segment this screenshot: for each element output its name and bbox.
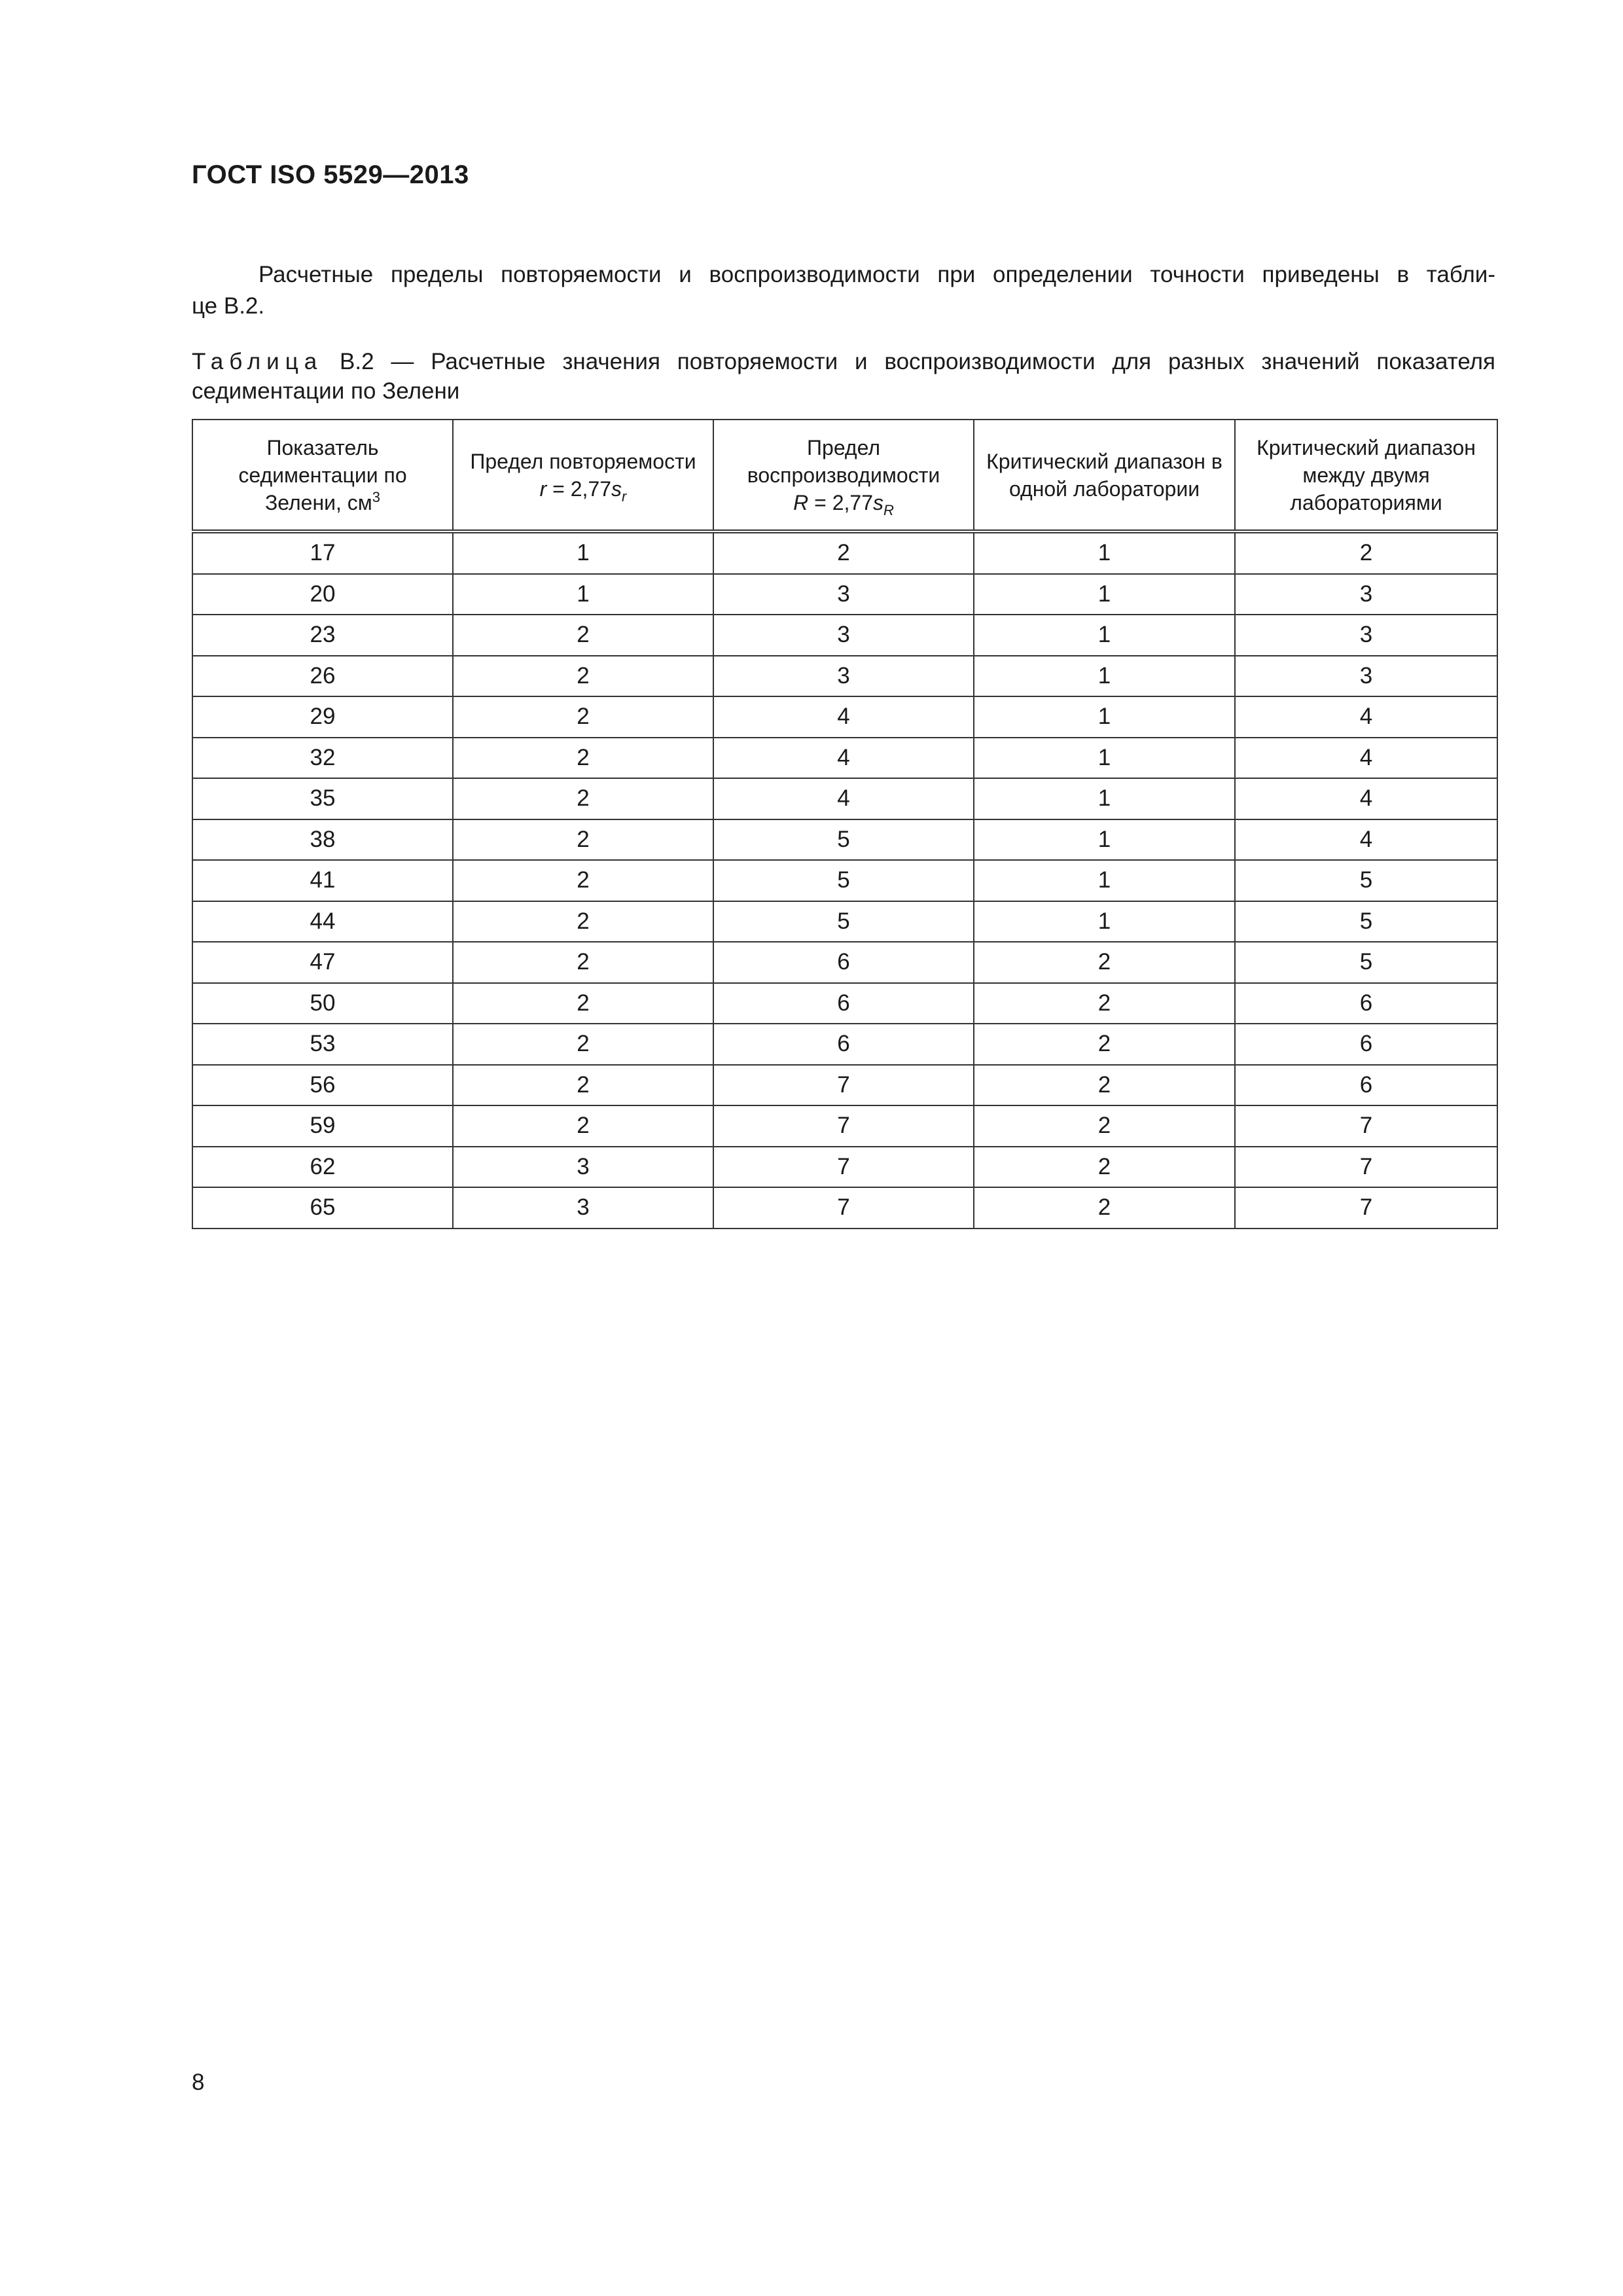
caption-line-1: [192, 347, 1495, 376]
table-row: [192, 696, 1497, 738]
page-header: ГОСТ ISO 5529—2013: [192, 160, 469, 189]
table-cell: 3: [713, 615, 974, 656]
table-cell: 6: [1235, 1065, 1497, 1106]
page-number: 8: [192, 2070, 205, 2095]
table-cell: 6: [1235, 1024, 1497, 1065]
table-cell: 2: [974, 1147, 1235, 1188]
table-cell: 5: [1235, 942, 1497, 983]
table-row: [192, 901, 1497, 942]
header-text: лабораториями: [1290, 490, 1442, 514]
table-cell: 3: [453, 1147, 713, 1188]
table-cell: 62: [192, 1147, 453, 1188]
table-cell: 2: [453, 819, 713, 861]
table-cell: 7: [713, 1105, 974, 1147]
table-cell: 6: [713, 983, 974, 1024]
table-cell: 4: [713, 738, 974, 779]
table-cell: 1: [974, 574, 1235, 615]
table-row: [192, 983, 1497, 1024]
table-cell: 1: [453, 531, 713, 574]
table-cell: 2: [453, 983, 713, 1024]
table-row: [192, 1065, 1497, 1106]
table-cell: 50: [192, 983, 453, 1024]
header-text: Зелени, см: [264, 490, 372, 514]
header-text: Предел повторяемости: [470, 449, 696, 473]
table-row: [192, 942, 1497, 983]
table-row: [192, 615, 1497, 656]
table-cell: 5: [1235, 860, 1497, 901]
table-cell: 7: [1235, 1187, 1497, 1229]
table-cell: 65: [192, 1187, 453, 1229]
table-cell: 4: [1235, 696, 1497, 738]
table-cell: 3: [1235, 656, 1497, 697]
table-row: [192, 819, 1497, 861]
header-text: Показатель: [266, 435, 379, 459]
table-cell: 26: [192, 656, 453, 697]
table-header: [192, 420, 1497, 531]
table-cell: 7: [1235, 1147, 1497, 1188]
intro-paragraph: [192, 259, 1495, 322]
intro-line-2: це В.2.: [192, 293, 265, 319]
table-cell: 6: [713, 942, 974, 983]
formula-variable: r: [539, 476, 547, 501]
table-cell: 2: [1235, 531, 1497, 574]
table-cell: 2: [974, 1065, 1235, 1106]
table-cell: 6: [1235, 983, 1497, 1024]
table-cell: 2: [453, 1024, 713, 1065]
table-cell: 3: [713, 574, 974, 615]
table-cell: 17: [192, 531, 453, 574]
table-cell: 56: [192, 1065, 453, 1106]
header-text: седиментации по: [238, 463, 407, 487]
table-cell: 1: [974, 901, 1235, 942]
formula-variable: s: [611, 476, 622, 501]
table-row: [192, 531, 1497, 574]
table-cell: 2: [453, 942, 713, 983]
table-cell: 6: [713, 1024, 974, 1065]
header-text: Предел: [807, 435, 880, 459]
table-cell: 1: [974, 819, 1235, 861]
table-cell: 4: [1235, 778, 1497, 819]
table-cell: 53: [192, 1024, 453, 1065]
table-cell: 23: [192, 615, 453, 656]
header-text: воспроизводимости: [747, 463, 940, 487]
header-sedimentation-index: [192, 420, 453, 531]
intro-line-1: Расчетные пределы повторяемости и воспроизводимости при определении точности приведены в табли-: [259, 262, 1495, 287]
header-text: между двумя: [1302, 463, 1430, 487]
table-row: [192, 1187, 1497, 1229]
table-cell: 4: [1235, 819, 1497, 861]
table-cell: 2: [974, 1024, 1235, 1065]
caption-title: В.2 — Расчетные значения повторяемости и воспроизводимости для разных значений показателя: [323, 349, 1495, 374]
table-cell: 2: [453, 696, 713, 738]
table-cell: 7: [713, 1187, 974, 1229]
header-text: Критический диапазон в: [986, 449, 1222, 473]
table-row: [192, 778, 1497, 819]
table-cell: 32: [192, 738, 453, 779]
table-cell: 3: [713, 656, 974, 697]
table-cell: 1: [974, 615, 1235, 656]
table-cell: 2: [453, 738, 713, 779]
table-cell: 3: [1235, 574, 1497, 615]
formula-subscript: r: [622, 488, 627, 505]
table-cell: 4: [1235, 738, 1497, 779]
table-cell: 2: [453, 860, 713, 901]
table-cell: 41: [192, 860, 453, 901]
table-cell: 2: [974, 1105, 1235, 1147]
header-repeatability-limit: [453, 420, 713, 531]
table-cell: 2: [453, 1065, 713, 1106]
table-cell: 1: [974, 696, 1235, 738]
table-cell: 1: [974, 778, 1235, 819]
table-cell: 47: [192, 942, 453, 983]
header-row: [192, 420, 1497, 531]
table-cell: 3: [453, 1187, 713, 1229]
table-cell: 5: [1235, 901, 1497, 942]
formula-variable: s: [872, 490, 883, 514]
table-row: [192, 1147, 1497, 1188]
header-critical-range-within-lab: [974, 420, 1235, 531]
table-cell: 44: [192, 901, 453, 942]
table-cell: 4: [713, 696, 974, 738]
table-cell: 20: [192, 574, 453, 615]
table-cell: 5: [713, 901, 974, 942]
table-cell: 2: [453, 615, 713, 656]
header-critical-range-between-labs: [1235, 420, 1497, 531]
table-cell: 2: [974, 983, 1235, 1024]
formula-text: = 2,77: [546, 476, 612, 501]
formula-subscript: R: [883, 501, 894, 518]
table-cell: 5: [713, 819, 974, 861]
table-caption: [192, 347, 1495, 406]
table-cell: 7: [713, 1147, 974, 1188]
table-cell: 38: [192, 819, 453, 861]
table-cell: 2: [713, 531, 974, 574]
table-cell: 2: [453, 778, 713, 819]
table-body: [192, 531, 1497, 1229]
table-cell: 35: [192, 778, 453, 819]
table-cell: 2: [974, 942, 1235, 983]
table-cell: 2: [453, 1105, 713, 1147]
caption-line-2: седиментации по Зелени: [192, 378, 460, 404]
header-text: Критический диапазон: [1257, 435, 1476, 459]
table-cell: 5: [713, 860, 974, 901]
table-cell: 1: [974, 738, 1235, 779]
table-cell: 7: [713, 1065, 974, 1106]
table-row: [192, 738, 1497, 779]
table-cell: 1: [453, 574, 713, 615]
table-row: [192, 1105, 1497, 1147]
formula-text: = 2,77: [808, 490, 873, 514]
table-cell: 1: [974, 656, 1235, 697]
table-cell: 1: [974, 860, 1235, 901]
table-cell: 3: [1235, 615, 1497, 656]
caption-prefix: Таблица: [192, 349, 323, 374]
table-cell: 4: [713, 778, 974, 819]
data-table: [192, 419, 1498, 1229]
table-cell: 29: [192, 696, 453, 738]
header-text: одной лаборатории: [1008, 476, 1200, 501]
unit-superscript: 3: [372, 488, 381, 505]
formula-variable: R: [793, 490, 809, 514]
table-cell: 59: [192, 1105, 453, 1147]
header-reproducibility-limit: [713, 420, 974, 531]
table-cell: 2: [974, 1187, 1235, 1229]
table-row: [192, 1024, 1497, 1065]
table-cell: 1: [974, 531, 1235, 574]
table-row: [192, 860, 1497, 901]
table-row: [192, 574, 1497, 615]
table-cell: 2: [453, 656, 713, 697]
table-cell: 2: [453, 901, 713, 942]
table-cell: 7: [1235, 1105, 1497, 1147]
table-row: [192, 656, 1497, 697]
